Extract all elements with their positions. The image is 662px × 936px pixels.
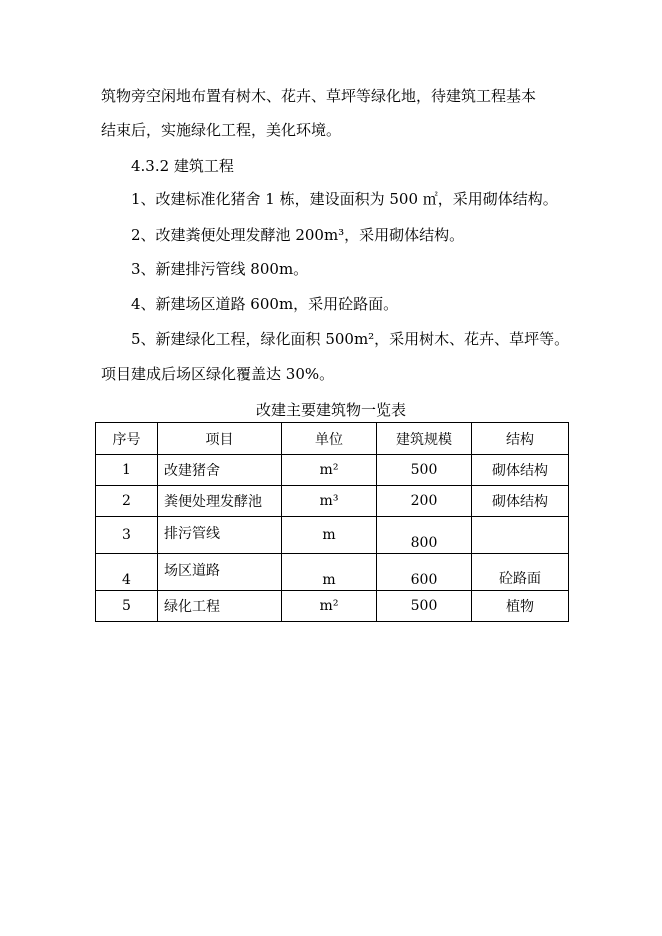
table-cell: 5 [96,591,158,622]
table-cell: 2 [96,486,158,517]
table-cell: 1 [96,455,158,486]
table-cell: 500 [377,455,472,486]
section-heading: 4.3.2 建筑工程 [131,157,234,175]
list-item: 5、新建绿化工程，绿化面积 500m²，采用树木、花卉、草坪等。 [131,330,570,348]
table-row [96,554,569,591]
list-item: 4、新建场区道路 600m，采用砼路面。 [131,295,399,313]
table-cell: 3 [96,517,158,554]
table-row [96,517,569,554]
table-row [96,486,569,517]
table-cell: 绿化工程 [158,591,282,622]
table-cell: 500 [377,591,472,622]
table-cell: 植物 [472,591,569,622]
table-caption: 改建主要建筑物一览表 [255,401,406,419]
table-cell: 200 [377,486,472,517]
table-cell: 砌体结构 [472,455,569,486]
header-cell: 序号 [96,423,158,455]
table-cell: m² [282,455,377,486]
paragraph-line: 结束后，实施绿化工程，美化环境。 [101,121,342,139]
table-row [96,591,569,622]
paragraph-line: 筑物旁空闲地布置有树木、花卉、草坪等绿化地，待建筑工程基本 [101,87,537,105]
table-cell: 800 [377,517,472,554]
table-cell: 场区道路 [158,554,282,591]
header-cell: 结构 [472,423,569,455]
header-cell: 项目 [158,423,282,455]
table-cell: m² [282,591,377,622]
table-cell: 砌体结构 [472,486,569,517]
table-cell: m³ [282,486,377,517]
table-cell: 4 [96,554,158,591]
table-cell: 砼路面 [472,554,569,591]
table-cell: m [282,517,377,554]
buildings-table [95,422,569,622]
paragraph-line: 项目建成后场区绿化覆盖达 30%。 [101,365,335,383]
table-cell: 排污管线 [158,517,282,554]
table-cell [472,517,569,554]
list-item: 2、改建粪便处理发酵池 200m³，采用砌体结构。 [131,226,465,244]
table-cell: m [282,554,377,591]
header-cell: 单位 [282,423,377,455]
table-row [96,455,569,486]
list-item: 3、新建排污管线 800m。 [131,260,309,278]
table-cell: 改建猪舍 [158,455,282,486]
header-cell: 建筑规模 [377,423,472,455]
table-cell: 600 [377,554,472,591]
table-cell: 粪便处理发酵池 [158,486,282,517]
table-header-row [96,423,569,455]
list-item: 1、改建标准化猪舍 1 栋，建设面积为 500 ㎡，采用砌体结构。 [131,190,558,208]
